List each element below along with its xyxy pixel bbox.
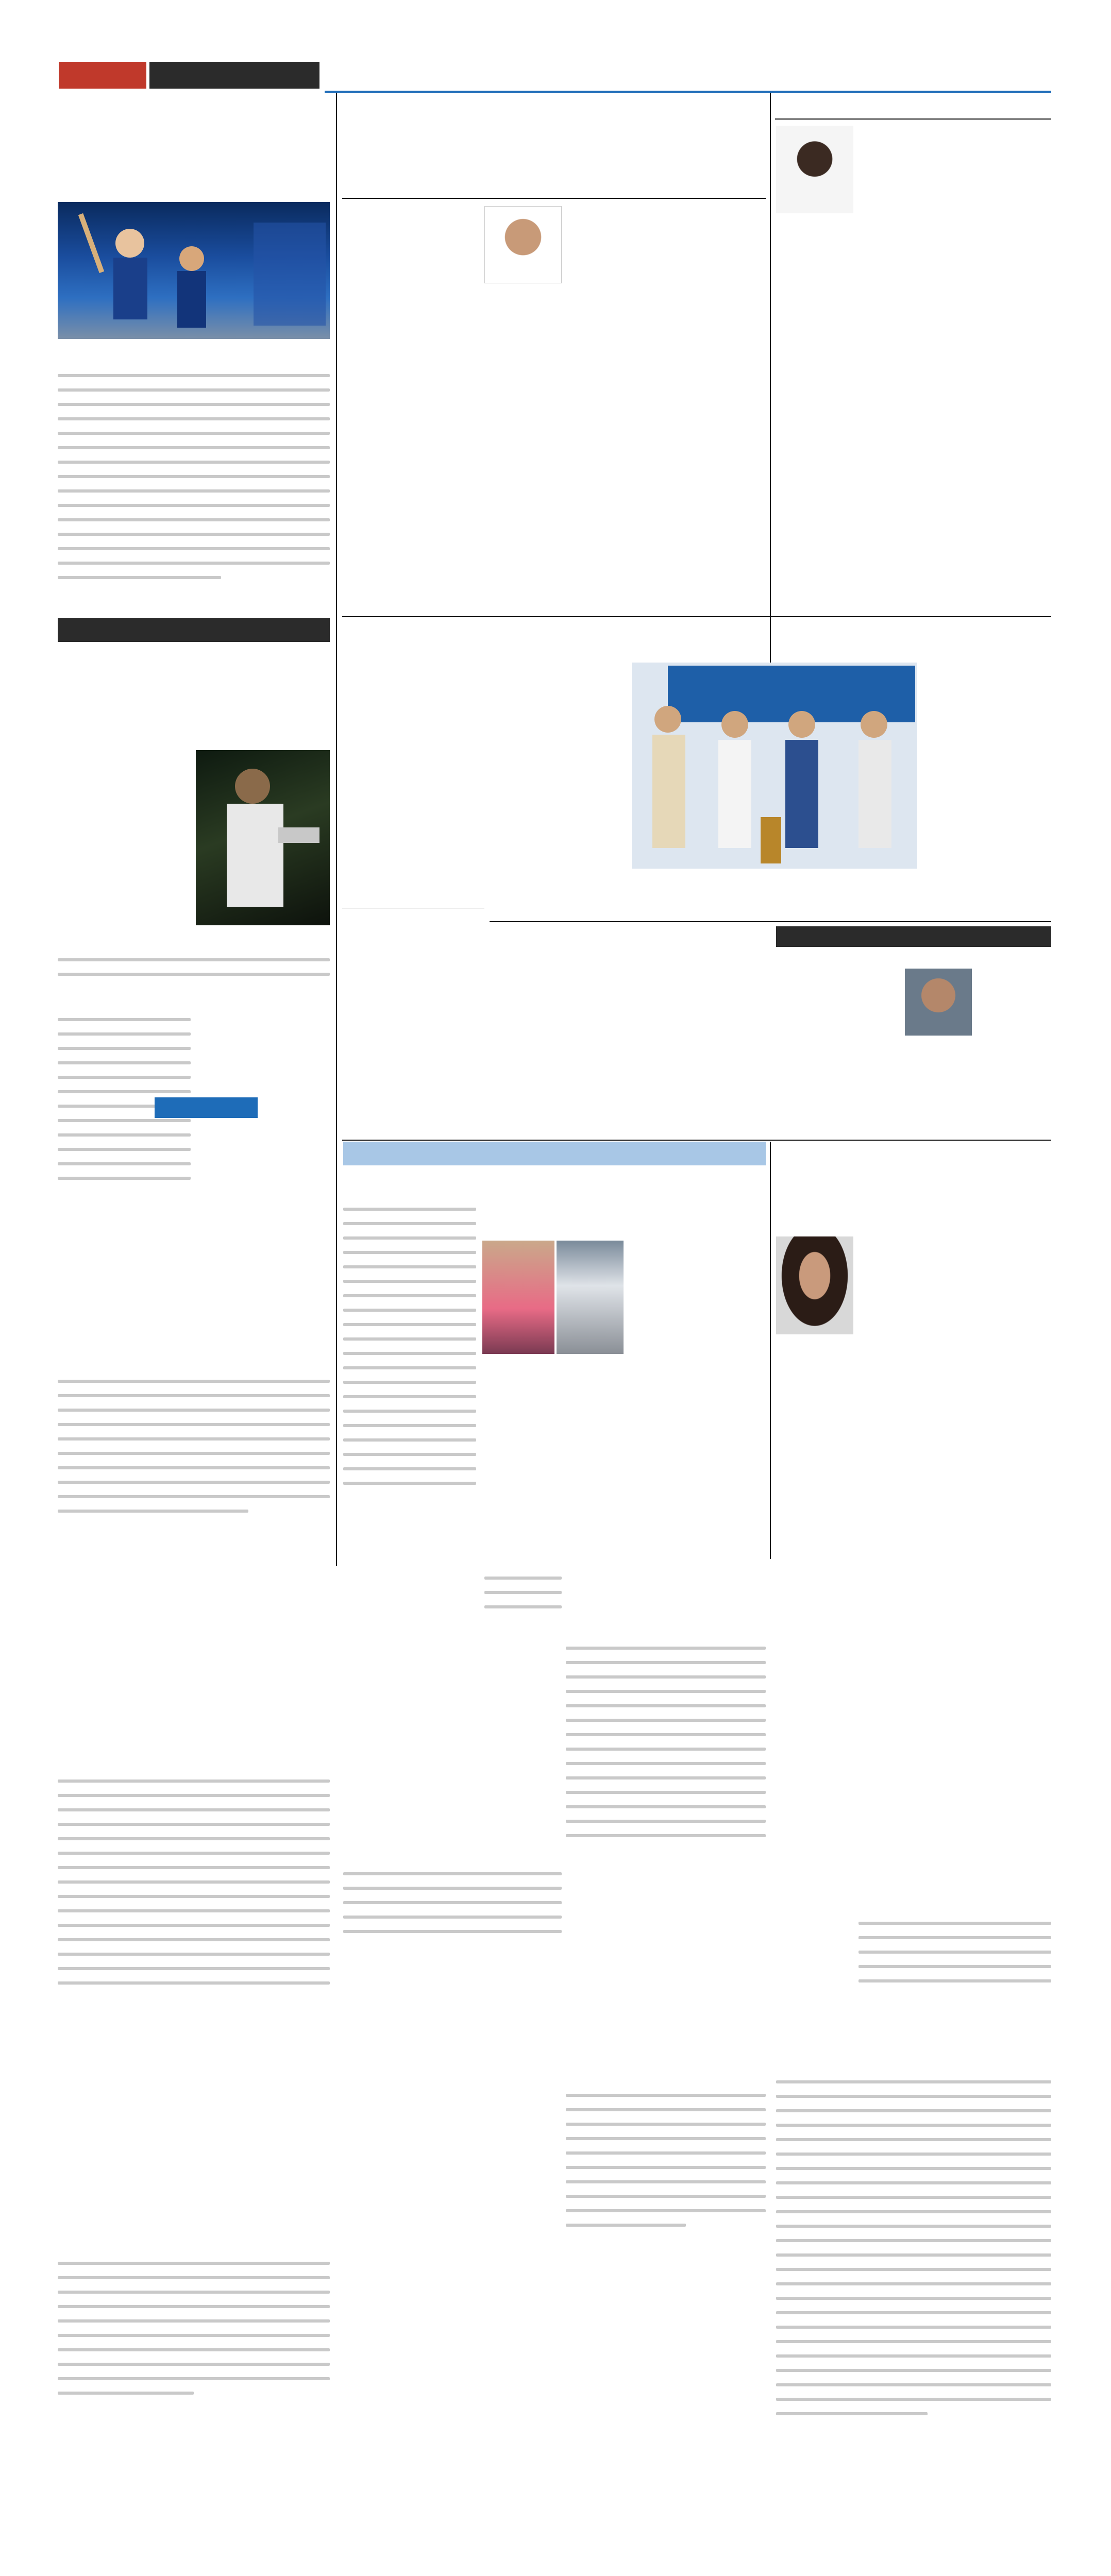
people-illustration [632, 663, 917, 869]
section-title [149, 62, 319, 89]
wedding-subhead-3 [566, 443, 766, 459]
diabetes-dateline [490, 977, 598, 991]
column-rule [770, 1142, 771, 1559]
srishti-kicker [155, 1097, 258, 1118]
wedding-subhead-2 [343, 515, 562, 531]
headline-rule [342, 198, 766, 199]
cricketer-illustration [58, 202, 330, 339]
yeddyurappa-headline [775, 94, 1051, 117]
srishti-subhead [58, 1401, 330, 1422]
srishti-body [58, 1780, 330, 2006]
section-rule [490, 921, 1051, 922]
elephant-headline [58, 645, 330, 701]
mens-day-photo [632, 663, 917, 869]
wedding-body-col2 [484, 1577, 562, 1628]
wedding-headline-1 [343, 94, 766, 145]
page-number-badge [59, 62, 146, 89]
shraddha-photo [776, 1236, 853, 1334]
accused-photo [557, 1241, 624, 1354]
wedding-subhead [566, 200, 767, 225]
elephant-dateline [58, 705, 330, 720]
shraddha-subhead [776, 1468, 879, 1483]
office-bearers-dateline [342, 958, 484, 973]
wedding-body-col1b [343, 1872, 562, 1950]
crime-kicker [343, 1142, 766, 1165]
mens-day-headline [490, 620, 1051, 659]
section-rule [342, 616, 1051, 617]
cricket-photo [58, 202, 330, 339]
mens-day-dateline [490, 665, 624, 679]
cricket-kicker [57, 94, 330, 140]
gajendragad-headline [776, 926, 1051, 947]
headline-rule [775, 118, 1051, 120]
office-bearers-headline [342, 913, 484, 956]
srishti-body-2 [58, 2262, 330, 2416]
crime-dateline [343, 1240, 446, 1254]
siddaramaiah-photo [484, 206, 562, 283]
cricket-caption [58, 343, 330, 369]
mla-illustration [196, 750, 330, 925]
crime-headline [343, 1168, 766, 1235]
shraddha-dateline [776, 1214, 838, 1228]
elephant-photo [196, 750, 330, 925]
victim-photo-1 [482, 1241, 554, 1354]
srishti-headline [58, 1122, 330, 1149]
wedding-headline-2 [343, 145, 766, 197]
elephant-body-top [58, 958, 330, 989]
issue-date [773, 63, 1051, 89]
yeddyurappa-body [776, 2080, 1051, 2472]
gajendragad-dateline [776, 951, 838, 965]
wedding-body-col3b [566, 2094, 766, 2243]
column-rule [336, 93, 337, 1566]
yeddyurappa-body-top [858, 1922, 1051, 1999]
section-rule [342, 1140, 1051, 1141]
diabetes-headline [490, 926, 768, 974]
yeddyurappa-dateline [858, 123, 915, 137]
header-rule [325, 91, 1051, 93]
dec12-headline [342, 620, 484, 646]
yeddyurappa-photo [776, 126, 853, 213]
cricket-body [58, 374, 330, 611]
dec12-dateline [342, 649, 484, 664]
srishti-dateline [58, 1154, 330, 1170]
shraddha-headline [776, 1142, 1051, 1209]
cricket-headline [57, 140, 330, 197]
victim-photo [905, 969, 972, 1036]
elephant-kicker [58, 618, 330, 642]
masthead [515, 61, 649, 90]
wedding-dateline [343, 202, 472, 217]
wedding-body-col3 [566, 1647, 766, 1863]
